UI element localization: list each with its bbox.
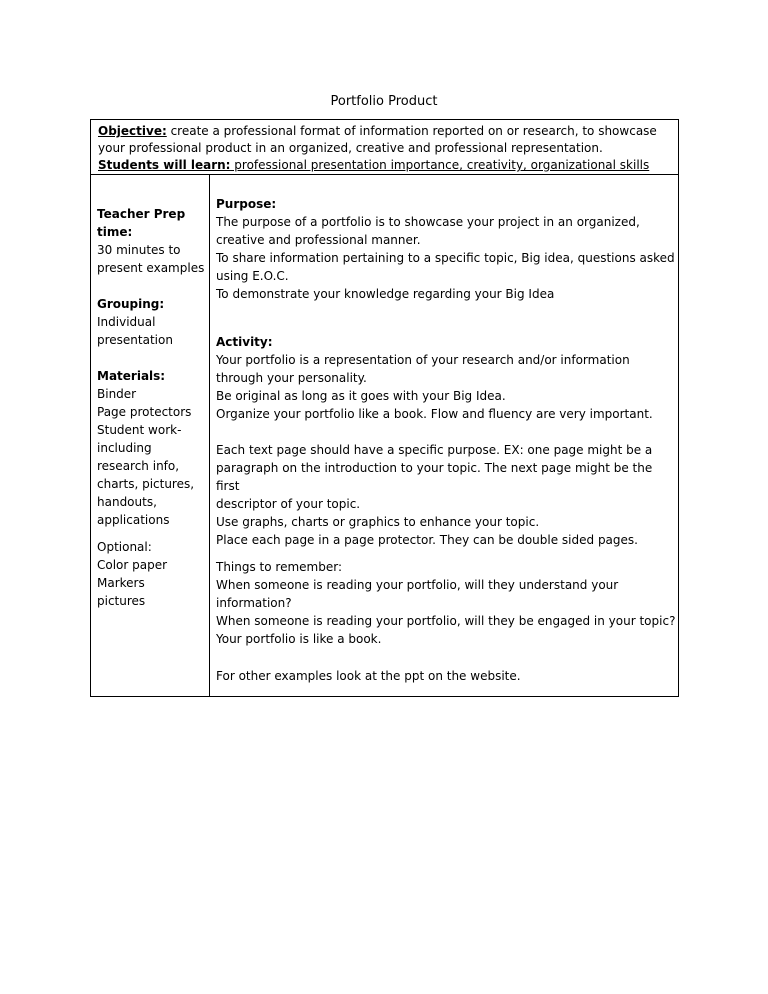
objective-label: Objective:	[98, 124, 167, 138]
left-column	[91, 175, 210, 696]
purpose-line: To demonstrate your knowledge regarding your Big Idea	[216, 287, 555, 301]
optional-block	[97, 538, 207, 610]
activity-line: Your portfolio is a representation of your research and/or information	[216, 353, 630, 367]
grouping-line: presentation	[97, 333, 173, 347]
prep-label-1: Teacher Prep	[97, 207, 186, 221]
optional-label: Optional:	[97, 540, 152, 554]
purpose-label: Purpose:	[216, 197, 277, 211]
page-purpose-block	[216, 441, 676, 549]
objective-cell	[91, 120, 678, 175]
prep-label-2: time:	[97, 225, 133, 239]
materials-label: Materials:	[97, 369, 166, 383]
objective-text: create a professional format of information reported on or research, to showcase your professional product in an organized, creative and professional representation.	[98, 124, 657, 155]
activity-block	[216, 333, 676, 423]
purpose-line: creative and professional manner.	[216, 233, 421, 247]
materials-block	[97, 367, 207, 529]
materials-line: Student work-	[97, 423, 182, 437]
purpose-line: using E.O.C.	[216, 269, 289, 283]
prep-block	[97, 205, 207, 277]
learn-text: professional presentation importance, creativity, organizational skills	[230, 158, 650, 172]
activity-line: Organize your portfolio like a book. Flow and fluency are very important.	[216, 407, 653, 421]
remember-line: When someone is reading your portfolio, will they understand your	[216, 578, 619, 592]
page-line: Each text page should have a specific purpose. EX: one page might be a	[216, 443, 653, 457]
remember-line: When someone is reading your portfolio, will they be engaged in your topic?	[216, 614, 676, 628]
page-line: descriptor of your topic.	[216, 497, 361, 511]
prep-line: 30 minutes to	[97, 243, 181, 257]
grouping-label: Grouping:	[97, 297, 165, 311]
remember-line: Things to remember:	[216, 560, 342, 574]
materials-line: Binder	[97, 387, 137, 401]
grouping-block	[97, 295, 207, 349]
page-line: Place each page in a page protector. They can be double sided pages.	[216, 533, 638, 547]
purpose-line: To share information pertaining to a specific topic, Big idea, questions asked	[216, 251, 675, 265]
other-examples: For other examples look at the ppt on the website.	[216, 669, 521, 683]
activity-line: through your personality.	[216, 371, 367, 385]
remember-line: information?	[216, 596, 292, 610]
materials-line: handouts,	[97, 495, 157, 509]
purpose-block	[216, 195, 676, 303]
page-line: Use graphs, charts or graphics to enhance your topic.	[216, 515, 540, 529]
page-title: Portfolio Product	[330, 94, 438, 109]
optional-line: Color paper	[97, 558, 168, 572]
page-line: paragraph on the introduction to your topic. The next page might be the first	[216, 461, 653, 493]
materials-line: including	[97, 441, 152, 455]
remember-block	[216, 558, 676, 648]
materials-line: research info,	[97, 459, 180, 473]
prep-line: present examples	[97, 261, 205, 275]
optional-line: Markers	[97, 576, 145, 590]
materials-line: Page protectors	[97, 405, 192, 419]
purpose-line: The purpose of a portfolio is to showcase your project in an organized,	[216, 215, 640, 229]
materials-line: charts, pictures,	[97, 477, 195, 491]
optional-line: pictures	[97, 594, 146, 608]
materials-line: applications	[97, 513, 170, 527]
right-column	[210, 175, 678, 696]
grouping-line: Individual	[97, 315, 156, 329]
lesson-table	[90, 119, 679, 697]
learn-label: Students will learn:	[98, 158, 231, 172]
activity-label: Activity:	[216, 335, 273, 349]
activity-line: Be original as long as it goes with your Big Idea.	[216, 389, 506, 403]
remember-line: Your portfolio is like a book.	[216, 632, 382, 646]
